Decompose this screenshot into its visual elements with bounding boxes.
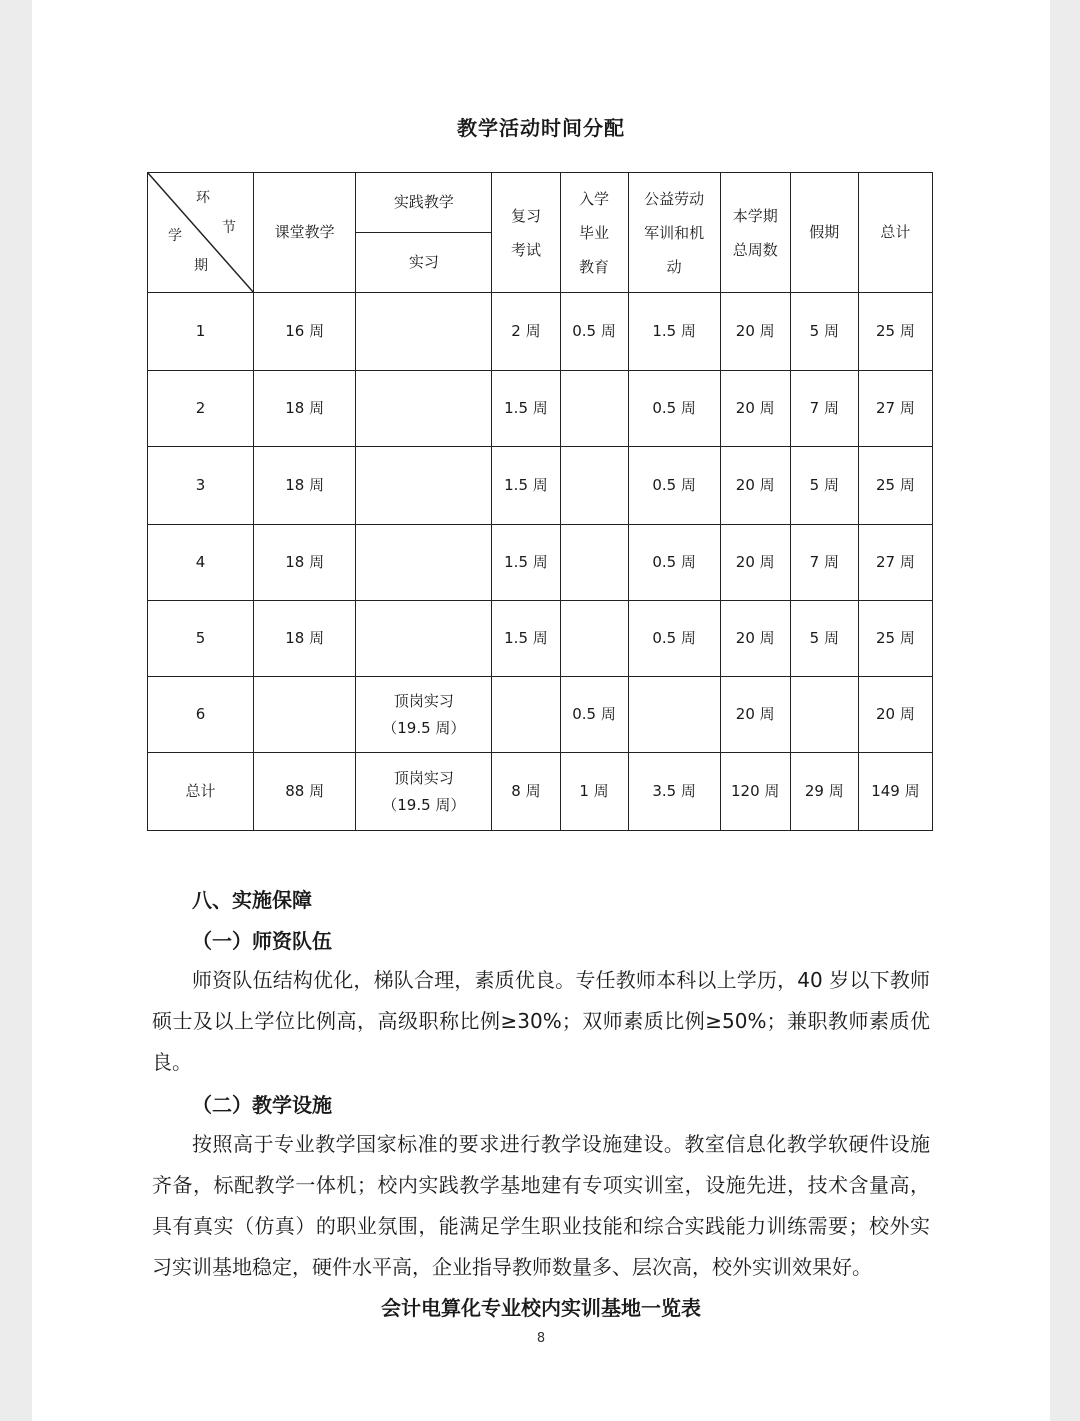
cell-review: 2 周: [492, 293, 560, 371]
cell-term: 5: [148, 601, 254, 677]
table-row: [148, 371, 933, 447]
cell-weeks: 20 周: [720, 371, 790, 447]
cell-labor: 0.5 周: [628, 447, 720, 525]
cell-total: 149 周: [858, 753, 932, 831]
cell-holiday: 5 周: [790, 293, 858, 371]
cell-classroom: 18 周: [254, 447, 356, 525]
header-internship: 实习: [356, 233, 492, 293]
cell-classroom: 18 周: [254, 525, 356, 601]
cell-total: 27 周: [858, 525, 932, 601]
header-labor: 公益劳动 军训和机 动: [628, 173, 720, 293]
cell-total: 25 周: [858, 447, 932, 525]
paragraph-faculty: 师资队伍结构优化，梯队合理，素质优良。专任教师本科以上学历，40 岁以下教师硕士及以上学位比例高，高级职称比例≥30%；双师素质比例≥50%；兼职教师素质优良。: [152, 968, 930, 1074]
header-practice: 实践教学: [356, 173, 492, 233]
cell-entrance: 0.5 周: [560, 293, 628, 371]
cell-entrance: [560, 371, 628, 447]
cell-review: 1.5 周: [492, 371, 560, 447]
cell-practice: [356, 447, 492, 525]
cell-term: 1: [148, 293, 254, 371]
cell-classroom: 18 周: [254, 371, 356, 447]
diag-label-mid: 节: [222, 220, 236, 236]
cell-review: 1.5 周: [492, 447, 560, 525]
subsection-heading-faculty: （一）师资队伍: [192, 929, 332, 953]
cell-weeks: 20 周: [720, 293, 790, 371]
cell-entrance: [560, 601, 628, 677]
schedule-table: [147, 172, 933, 831]
cell-labor: 3.5 周: [628, 753, 720, 831]
cell-labor: 0.5 周: [628, 371, 720, 447]
table-title: 教学活动时间分配: [457, 116, 625, 140]
cell-practice: [356, 293, 492, 371]
paragraph-facilities: 按照高于专业教学国家标准的要求进行教学设施建设。教室信息化教学软硬件设施齐备，标配教学一体机；校内实践教学基地建有专项实训室，设施先进，技术含量高，具有真实（仿真）的职业氛围，能满足学生职业技能和综合实践能力训练需要；校外实习实训基地稳定，硬件水平高，企业指导教师数量多、层次高，校外实训效果好。: [152, 1132, 930, 1279]
table-row-total: [148, 753, 933, 831]
cell-review: 1.5 周: [492, 525, 560, 601]
subsection-heading-facilities: （二）教学设施: [192, 1093, 332, 1117]
header-entrance: 入学 毕业 教育: [560, 173, 628, 293]
section-heading-8: 八、实施保障: [192, 888, 312, 912]
diag-label-top: 环: [196, 190, 210, 206]
cell-holiday: 7 周: [790, 525, 858, 601]
cell-classroom: 88 周: [254, 753, 356, 831]
cell-weeks: 20 周: [720, 677, 790, 753]
cell-holiday: 29 周: [790, 753, 858, 831]
cell-holiday: 7 周: [790, 371, 858, 447]
next-table-title: 会计电算化专业校内实训基地一览表: [381, 1296, 701, 1320]
cell-weeks: 20 周: [720, 601, 790, 677]
cell-term: 总计: [148, 753, 254, 831]
page-number: 8: [536, 1331, 546, 1346]
cell-entrance: 0.5 周: [560, 677, 628, 753]
cell-practice: 顶岗实习 （19.5 周）: [356, 677, 492, 753]
diagonal-header-cell: [148, 173, 254, 293]
header-review: 复习 考试: [492, 173, 560, 293]
cell-weeks: 20 周: [720, 447, 790, 525]
cell-labor: 0.5 周: [628, 601, 720, 677]
cell-total: 25 周: [858, 293, 932, 371]
cell-practice: 顶岗实习 （19.5 周）: [356, 753, 492, 831]
cell-holiday: 5 周: [790, 447, 858, 525]
cell-practice: [356, 525, 492, 601]
diag-label-left: 学: [168, 228, 182, 244]
table-row: [148, 601, 933, 677]
cell-term: 6: [148, 677, 254, 753]
cell-holiday: 5 周: [790, 601, 858, 677]
table-row: [148, 447, 933, 525]
cell-total: 27 周: [858, 371, 932, 447]
cell-practice: [356, 371, 492, 447]
header-weeks: 本学期 总周数: [720, 173, 790, 293]
table-row: [148, 525, 933, 601]
cell-weeks: 20 周: [720, 525, 790, 601]
cell-classroom: [254, 677, 356, 753]
table-row: [148, 677, 933, 753]
cell-term: 4: [148, 525, 254, 601]
cell-review: 1.5 周: [492, 601, 560, 677]
cell-classroom: 18 周: [254, 601, 356, 677]
header-holiday: 假期: [790, 173, 858, 293]
cell-labor: 0.5 周: [628, 525, 720, 601]
cell-term: 3: [148, 447, 254, 525]
cell-review: [492, 677, 560, 753]
cell-labor: [628, 677, 720, 753]
diag-label-bottom: 期: [194, 258, 208, 274]
cell-classroom: 16 周: [254, 293, 356, 371]
cell-total: 25 周: [858, 601, 932, 677]
table-row: [148, 293, 933, 371]
cell-practice: [356, 601, 492, 677]
cell-term: 2: [148, 371, 254, 447]
header-total: 总计: [858, 173, 932, 293]
document-page: [32, 0, 1050, 1421]
cell-entrance: 1 周: [560, 753, 628, 831]
cell-total: 20 周: [858, 677, 932, 753]
header-classroom: 课堂教学: [254, 173, 356, 293]
cell-labor: 1.5 周: [628, 293, 720, 371]
cell-weeks: 120 周: [720, 753, 790, 831]
cell-entrance: [560, 525, 628, 601]
cell-holiday: [790, 677, 858, 753]
cell-entrance: [560, 447, 628, 525]
cell-review: 8 周: [492, 753, 560, 831]
